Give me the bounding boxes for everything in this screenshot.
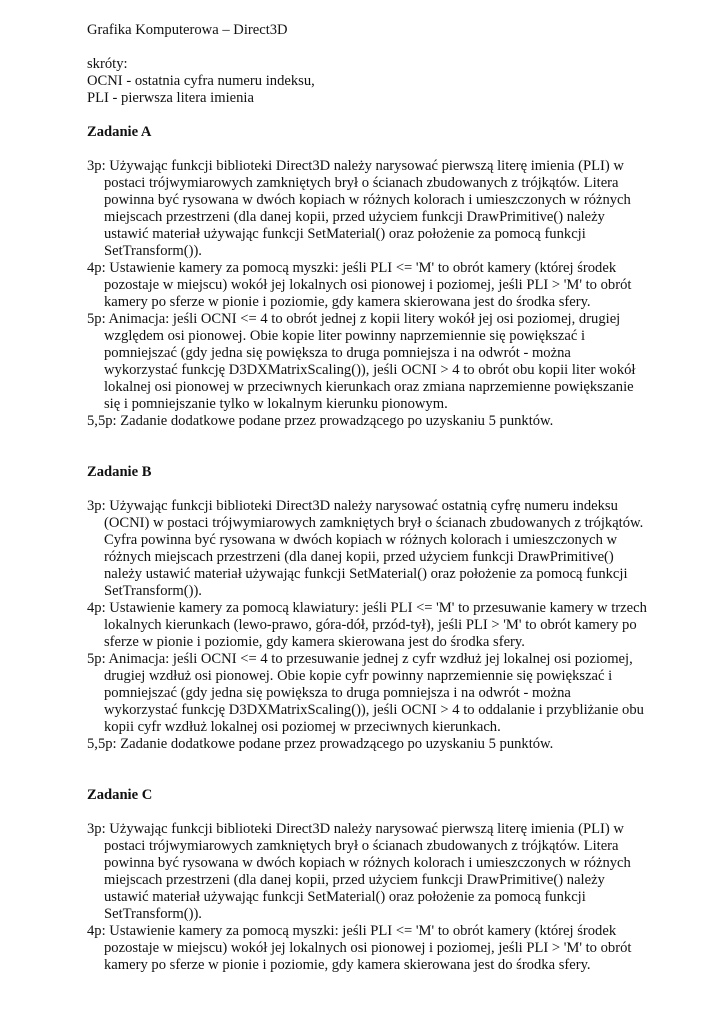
task-a-item-4: 5,5p: Zadanie dodatkowe podane przez prowadzącego po uzyskaniu 5 punktów. [87, 413, 554, 429]
task-b-item-2: 4p: Ustawienie kamery za pomocą klawiatury: jeśli PLI <= 'M' to przesuwanie kamery w trzech lokalnych kierunkach (lewo-prawo, góra-dół, przód-tył), jeśli PLI > 'M' to obrót kamery po sferze w pionie i poziomie, gdy kamera skierowana jest do środka sfery. [87, 600, 647, 650]
abbreviation-ocni: OCNI - ostatnia cyfra numeru indeksu, [87, 73, 315, 89]
task-c-item-2: 4p: Ustawienie kamery za pomocą myszki: jeśli PLI <= 'M' to obrót kamery (której środek pozostaje w miejscu) wokół jej lokalnych osi pionowej i poziomej, jeśli PLI > 'M' to obrót kamery po sferze w pionie i poziomie, gdy kamera skierowana jest do środka sfery. [87, 923, 632, 973]
task-b-heading: Zadanie B [87, 464, 152, 480]
task-b-item-1: 3p: Używając funkcji biblioteki Direct3D należy narysować ostatnią cyfrę numeru indeksu (OCNI) w postaci trójwymiarowych zamkniętych brył o ścianach zbudowanych z trójkątów. Cyfra powinna być rysowana w dwóch kopiach w różnych kolorach i umieszczonych w różnych miejscach przestrzeni (dla danej kopii, przed użyciem funkcji DrawPrimitive() należy ustawić materiał używając funkcji SetMaterial() oraz położenie za pomocą funkcji SetTransform()). [87, 498, 644, 599]
task-a-item-2: 4p: Ustawienie kamery za pomocą myszki: jeśli PLI <= 'M' to obrót kamery (której środek pozostaje w miejscu) wokół jej lokalnych osi pionowej i poziomej, jeśli PLI > 'M' to obrót kamery po sferze w pionie i poziomie, gdy kamera skierowana jest do środka sfery. [87, 260, 632, 310]
task-a-item-1: 3p: Używając funkcji biblioteki Direct3D należy narysować pierwszą literę imienia (PLI) w postaci trójwymiarowych zamkniętych brył o ścianach zbudowanych z trójkątów. Litera powinna być rysowana w dwóch kopiach w różnych kolorach i umieszczonych w różnych miejscach przestrzeni (dla danej kopii, przed użyciem funkcji DrawPrimitive() należy ustawić materiał używając funkcji SetMaterial() oraz położenie za pomocą funkcji SetTransform()). [87, 158, 631, 259]
task-a-item-3: 5p: Animacja: jeśli OCNI <= 4 to obrót jednej z kopii litery wokół jej osi poziomej, drugiej względem osi pionowej. Obie kopie liter powinny naprzemiennie się powiększać i pomniejszać (gdy jedna się powiększa to druga pomniejsza i na odwrót - można wykorzystać funkcję D3DXMatrixScaling()), jeśli OCNI > 4 to obrót obu kopii liter wokół lokalnej osi pionowej w przeciwnych kierunkach oraz zmiana naprzemienne powiększanie się i pomniejszanie tylko w lokalnym kierunku pionowym. [87, 311, 636, 412]
abbreviation-pli: PLI - pierwsza litera imienia [87, 90, 254, 106]
document-title: Grafika Komputerowa – Direct3D [87, 22, 288, 38]
task-b-item-3: 5p: Animacja: jeśli OCNI <= 4 to przesuwanie jednej z cyfr wzdłuż jej lokalnej osi poziomej, drugiej wzdłuż osi pionowej. Obie kopie cyfr powinny naprzemiennie się powiększać i pomniejszać (gdy jedna się powiększa to druga pomniejsza i na odwrót - można wykorzystać funkcję D3DXMatrixScaling()), jeśli OCNI > 4 to oddalanie i przybliżanie obu kopii cyfr wzdłuż lokalnej osi poziomej w przeciwnych kierunkach. [87, 651, 644, 735]
document-page [87, 22, 647, 974]
task-a-heading: Zadanie A [87, 124, 152, 140]
abbreviations-label: skróty: [87, 56, 128, 72]
task-c-heading: Zadanie C [87, 787, 153, 803]
task-c-item-1: 3p: Używając funkcji biblioteki Direct3D należy narysować pierwszą literę imienia (PLI) w postaci trójwymiarowych zamkniętych brył o ścianach zbudowanych z trójkątów. Litera powinna być rysowana w dwóch kopiach w różnych kolorach i umieszczonych w różnych miejscach przestrzeni (dla danej kopii, przed użyciem funkcji DrawPrimitive() należy ustawić materiał używając funkcji SetMaterial() oraz położenie za pomocą funkcji SetTransform()). [87, 821, 631, 922]
task-b-item-4: 5,5p: Zadanie dodatkowe podane przez prowadzącego po uzyskaniu 5 punktów. [87, 736, 554, 752]
